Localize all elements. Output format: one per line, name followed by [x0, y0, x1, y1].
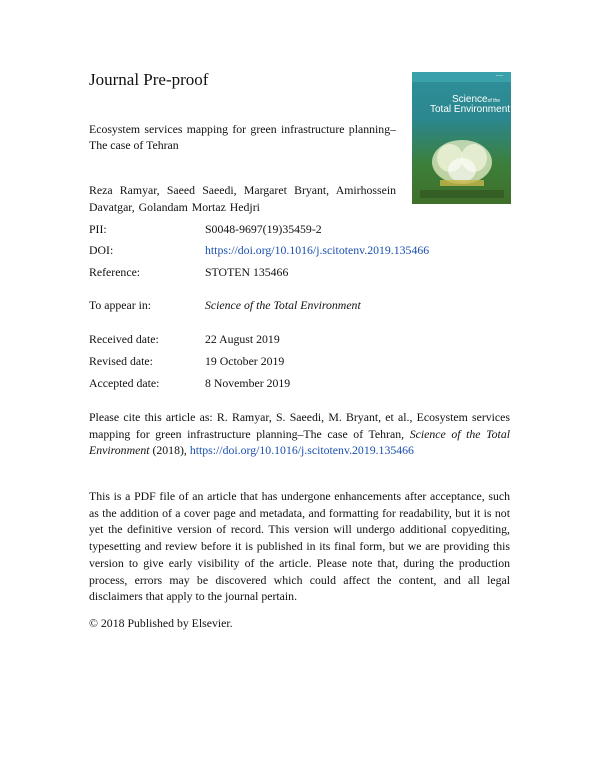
received-date-label: Received date:: [89, 332, 159, 346]
article-authors: Reza Ramyar, Saeed Saeedi, Margaret Bryant, Amirhossein Davatgar, Golandam Mortaz Hedjri: [89, 183, 396, 214]
citation-year: (2018),: [152, 443, 187, 458]
accepted-date-label: Accepted date:: [89, 376, 160, 390]
pii-value: S0048-9697(19)35459-2: [205, 222, 322, 236]
citation-paragraph: [89, 409, 510, 459]
cover-title-top: Science: [452, 94, 488, 105]
journal-cover-image: ── Scienceof the Total Environment: [412, 72, 511, 204]
accepted-date-value: 8 November 2019: [205, 376, 291, 390]
doi-label: DOI:: [89, 243, 114, 257]
citation-text: Please cite this article as: R. Ramyar, S. Saeedi, M. Bryant, et al., Ecosystem services mapping for green infrastructure planning–The case of Tehran,: [89, 410, 510, 441]
cover-artwork-icon: [420, 122, 504, 198]
appear-in-value: Science of the Total Environment: [205, 298, 361, 312]
copyright-notice: © 2018 Published by Elsevier.: [89, 616, 233, 630]
received-date-value: 22 August 2019: [205, 332, 280, 346]
journal-preproof-label: Journal Pre-proof: [89, 70, 209, 89]
revised-date-value: 19 October 2019: [205, 354, 285, 368]
citation-doi-link[interactable]: https://doi.org/10.1016/j.scitotenv.2019.135466: [189, 443, 414, 458]
cover-title-bottom: Total Environment: [430, 104, 511, 115]
citation-journal: Science of the Total Environment: [89, 426, 510, 458]
reference-value: STOTEN 135466: [205, 265, 289, 279]
doi-link[interactable]: https://doi.org/10.1016/j.scitotenv.2019.135466: [205, 243, 430, 257]
article-title: Ecosystem services mapping for green infrastructure planning–The case of Tehran: [89, 122, 396, 152]
appear-in-label: To appear in:: [89, 298, 152, 312]
reference-label: Reference:: [89, 265, 141, 279]
cover-title-of: of the: [487, 98, 501, 104]
pii-label: PII:: [89, 222, 107, 236]
revised-date-label: Revised date:: [89, 354, 153, 368]
preproof-notice-paragraph: This is a PDF file of an article that has undergone enhancements after acceptance, such as the addition of a cover page and metadata, and formatting for readability, but it is not yet the definitive version of record. This version will undergo additional copyediting, typesetting and review before it is published in its final form, but we are providing this version to give early visibility of the article. Please note that, during the production process, errors may be discovered which could affect the content, and all legal disclaimers that apply to the journal pertain.: [89, 489, 510, 604]
